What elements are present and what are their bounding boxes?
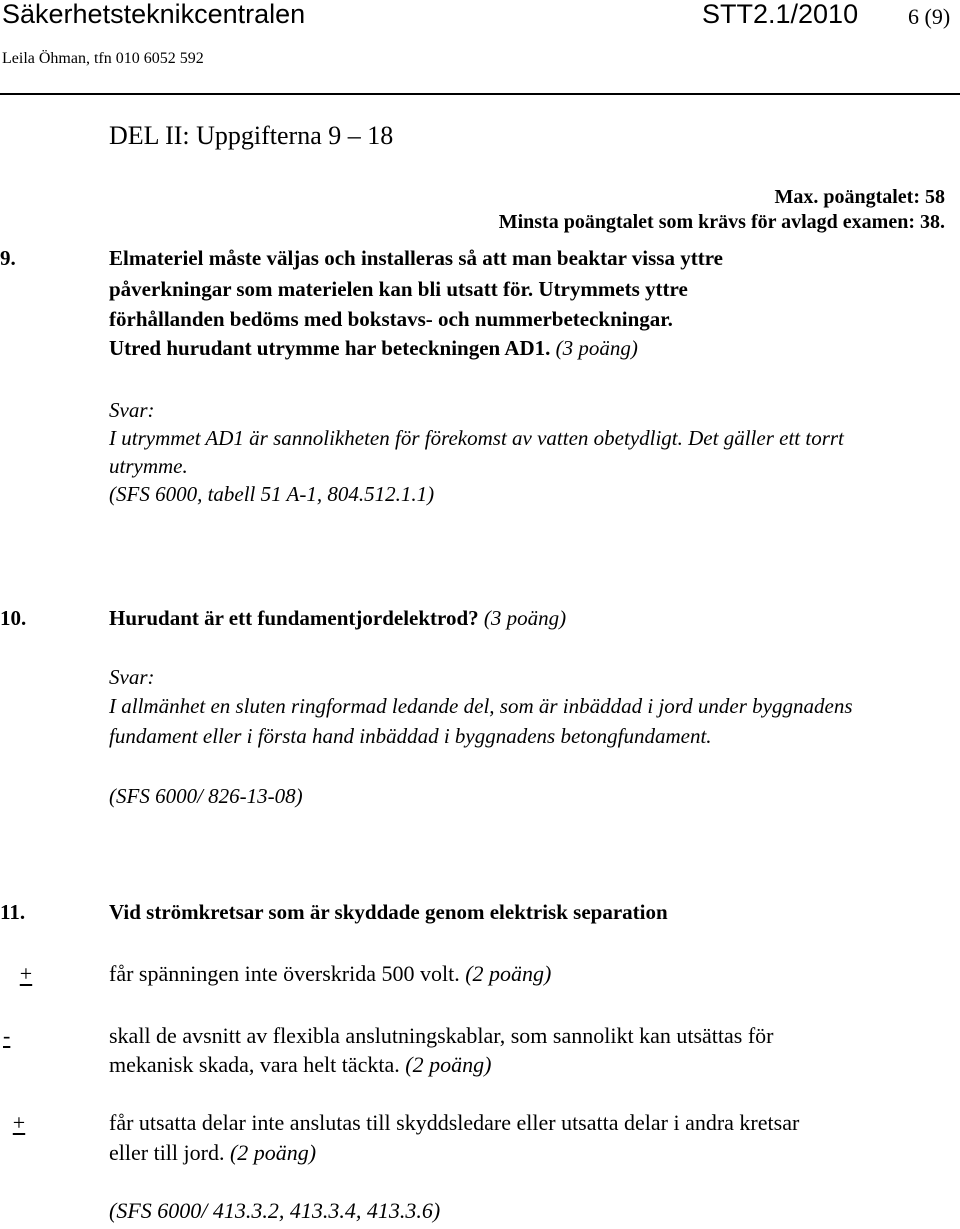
document-code: STT2.1/2010: [702, 0, 859, 29]
option-answer-mark: -: [3, 1023, 11, 1048]
min-points: Minsta poängtalet som krävs för avlagd examen: 38.: [498, 211, 945, 233]
answer-reference: (SFS 6000, tabell 51 A-1, 804.512.1.1): [109, 482, 435, 506]
author-contact: Leila Öhman, tfn 010 6052 592: [2, 50, 204, 67]
question-points: (3 poäng): [555, 336, 638, 360]
option-answer-mark: +: [19, 961, 33, 986]
question-text: Hurudant är ett fundamentjordelektrod?: [109, 606, 479, 630]
option-text: mekanisk skada, vara helt täckta.: [109, 1052, 400, 1077]
option-text: eller till jord.: [109, 1140, 225, 1165]
page-number: 6 (9): [908, 4, 951, 29]
option-text-line: får utsatta delar inte anslutas till skyddsledare eller utsatta delar i andra kretsar: [109, 1110, 800, 1135]
organization-name: Säkerhetsteknikcentralen: [2, 0, 306, 29]
question-number: 10.: [0, 606, 27, 630]
answer-line: I utrymmet AD1 är sannolikheten för förekomst av vatten obetydligt. Det gäller ett torrt: [109, 426, 844, 450]
question-text-line: [109, 606, 566, 631]
option-text-line: skall de avsnitt av flexibla anslutningskablar, som sannolikt kan utsättas för: [109, 1023, 774, 1048]
option-text: får spänningen inte överskrida 500 volt.: [109, 961, 460, 986]
answer-line: utrymme.: [109, 454, 188, 478]
option-text-line: [109, 1140, 316, 1166]
option-points: (2 poäng): [229, 1140, 317, 1165]
option-points: (2 poäng): [465, 961, 552, 986]
question-text: Vid strömkretsar som är skyddade genom elektrisk separation: [109, 900, 668, 924]
answer-label: Svar:: [109, 398, 155, 422]
answer-line: fundament eller i första hand inbäddad i byggnadens betongfundament.: [109, 724, 712, 748]
option-text-line: [109, 1052, 491, 1078]
answer-reference: (SFS 6000/ 413.3.2, 413.3.4, 413.3.6): [109, 1198, 441, 1223]
question-number: 9.: [0, 246, 16, 270]
max-points: Max. poängtalet: 58: [774, 186, 945, 208]
question-text-line: [109, 336, 638, 361]
question-text-end: Utred hurudant utrymme har beteckningen AD1.: [109, 336, 551, 360]
header-divider: [0, 93, 960, 95]
answer-label: Svar:: [109, 665, 155, 689]
question-text-line: förhållanden bedöms med bokstavs- och nummerbeteckningar.: [109, 307, 673, 331]
option-points: (2 poäng): [405, 1052, 492, 1077]
option-answer-mark: +: [12, 1110, 26, 1135]
question-number: 11.: [0, 900, 26, 924]
part-title: DEL II: Uppgifterna 9 – 18: [109, 121, 394, 150]
question-text-line: påverkningar som materielen kan bli utsatt för. Utrymmets yttre: [109, 277, 688, 301]
answer-reference: (SFS 6000/ 826-13-08): [109, 784, 303, 808]
question-text-line: Elmateriel måste väljas och installeras så att man beaktar vissa yttre: [109, 246, 723, 270]
option-text-line: [109, 961, 551, 987]
answer-line: I allmänhet en sluten ringformad ledande del, som är inbäddad i jord under byggnadens: [109, 694, 853, 718]
question-points: (3 poäng): [483, 606, 567, 630]
